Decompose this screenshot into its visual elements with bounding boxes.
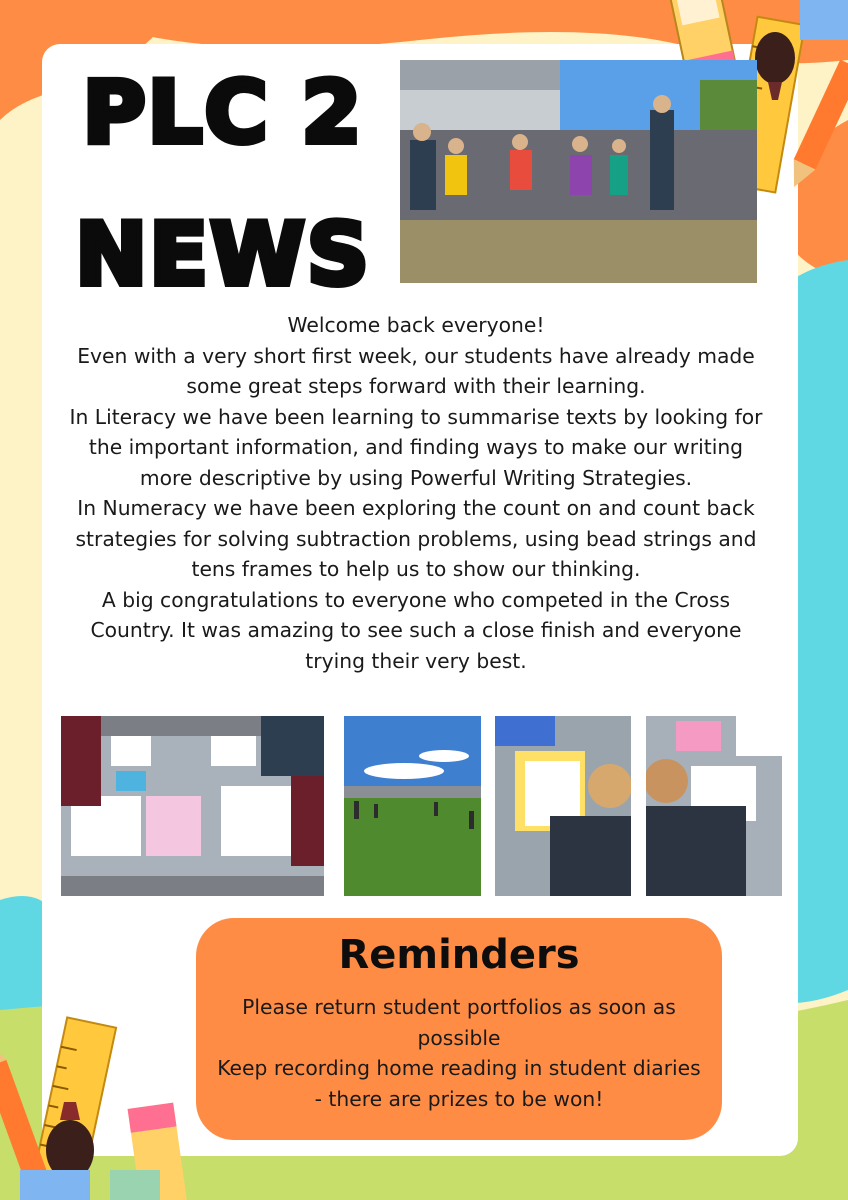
newsletter-body	[60, 310, 772, 676]
reminders-title: Reminders	[338, 932, 580, 978]
body-paragraph: Even with a very short first week, our students have already made some great steps forward with their learning.	[77, 343, 755, 398]
reminder-item: Please return student portfolios as soon as possible	[242, 995, 676, 1050]
newsletter-title-line1: PLC 2	[82, 63, 364, 163]
newsletter-title-line2: NEWS	[75, 205, 371, 305]
student-writing-near-window-photo	[646, 716, 782, 896]
school-oval-cross-country-photo	[344, 716, 481, 896]
reminders-list	[216, 992, 702, 1114]
students-gathered-outdoors-photo	[400, 60, 757, 283]
body-paragraph: Welcome back everyone!	[287, 313, 545, 337]
body-paragraph: In Numeracy we have been exploring the count on and count back strategies for solving subtraction problems, using bead strings and tens frames to help us to show our thinking.	[75, 496, 757, 581]
reminder-item: Keep recording home reading in student diaries - there are prizes to be won!	[217, 1056, 701, 1111]
reminders-box	[196, 918, 722, 1140]
student-writing-at-desk-photo	[495, 716, 631, 896]
body-paragraph: In Literacy we have been learning to summarise texts by looking for the important information, and finding ways to make our writing more descriptive by using Powerful Writing Strategies.	[69, 404, 763, 490]
classroom-table-worksheets-photo	[61, 716, 324, 896]
pencil-ruler-decoration-bottom	[0, 1010, 200, 1200]
body-paragraph: A big congratulations to everyone who competed in the Cross Country. It was amazing to see such a close finish and everyone trying their very best.	[90, 587, 742, 673]
